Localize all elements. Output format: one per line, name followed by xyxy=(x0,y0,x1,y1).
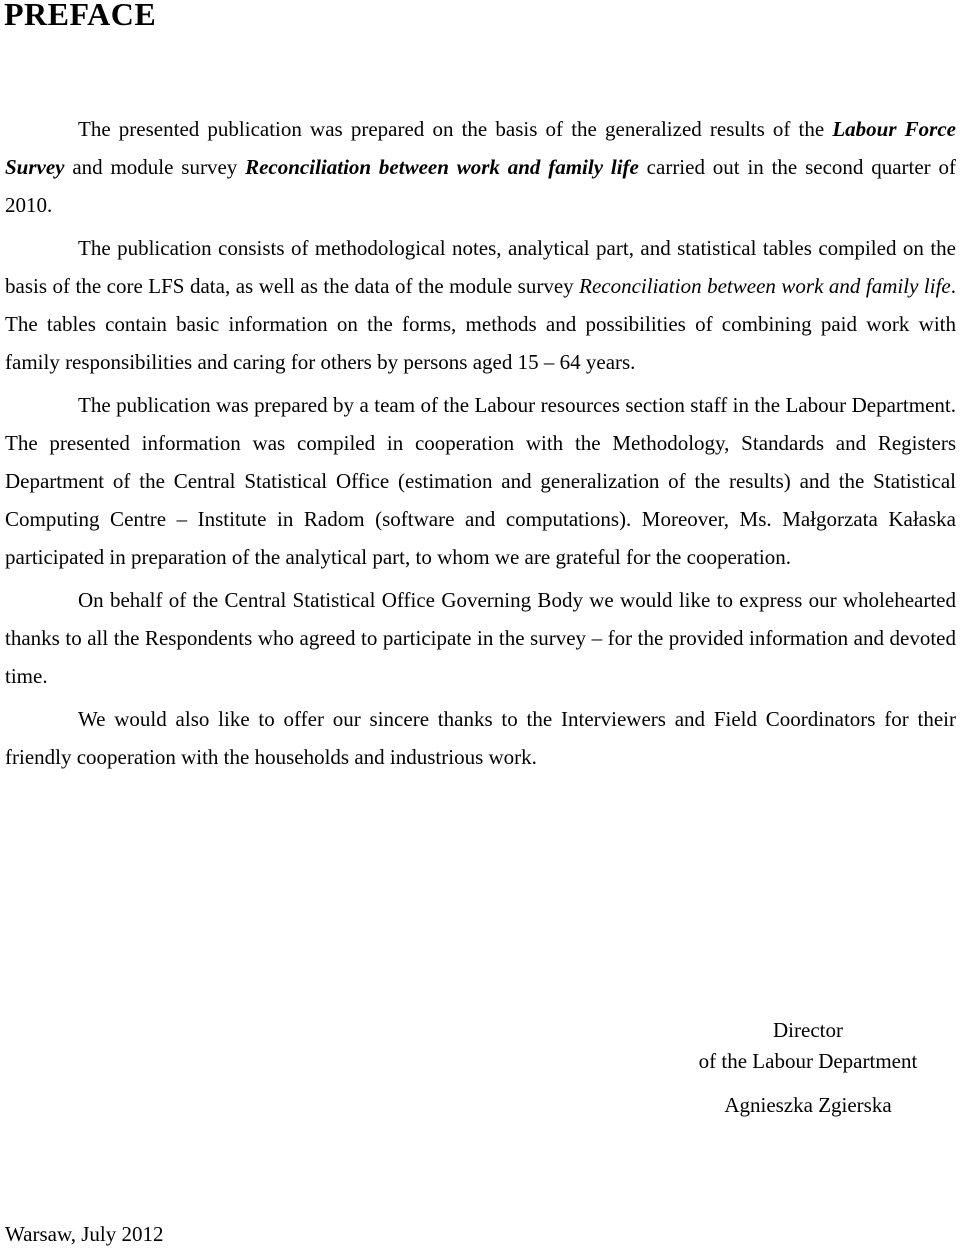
paragraph-2 xyxy=(5,229,956,381)
signature-role: Director xyxy=(773,1018,843,1042)
paragraph-3: The publication was prepared by a team of the Labour resources section staff in the Labour Department. The presented information was compiled in cooperation with the Methodology, Standards and Registers Department of the Central Statistical Office (estimation and generalization of the results) and the Statistical Computing Centre – Institute in Radom (software and computations). Moreover, Ms. Małgorzata Kałaska participated in preparation of the analytical part, to whom we are grateful for the cooperation. xyxy=(5,393,956,569)
paragraph-1 xyxy=(5,110,956,224)
paragraph-1-text-c: carried out in the second quarter of 2010. xyxy=(5,155,956,217)
paragraph-1-text-b: and module survey xyxy=(64,155,246,179)
module-name-emphasis: Reconciliation between work and family life xyxy=(245,155,639,179)
preface-body xyxy=(5,110,956,781)
module-name-italic: Reconciliation between work and family life xyxy=(579,274,951,298)
place-date: Warsaw, July 2012 xyxy=(5,1222,164,1246)
survey-name-emphasis: Labour Force Survey xyxy=(5,117,956,179)
paragraph-5: We would also like to offer our sincere thanks to the Interviewers and Field Coordinators for their friendly cooperation with the households and industrious work. xyxy=(5,707,956,769)
page-title: PREFACE xyxy=(4,0,157,32)
signature-name: Agnieszka Zgierska xyxy=(724,1093,892,1117)
paragraph-1-text-a: The presented publication was prepared on the basis of the generalized results of the xyxy=(78,117,833,141)
paragraph-2-text-a: The publication consists of methodological notes, analytical part, and statistical tables compiled on the basis of the core LFS data, as well as the data of the module survey xyxy=(5,236,956,298)
paragraph-2-text-b: . The tables contain basic information on the forms, methods and possibilities of combining paid work with family responsibilities and caring for others by persons aged 15 – 64 years. xyxy=(5,274,956,374)
signature-department: of the Labour Department xyxy=(698,1049,918,1073)
paragraph-4: On behalf of the Central Statistical Office Governing Body we would like to express our wholehearted thanks to all the Respondents who agreed to participate in the survey – for the provided information and devoted time. xyxy=(5,588,956,688)
